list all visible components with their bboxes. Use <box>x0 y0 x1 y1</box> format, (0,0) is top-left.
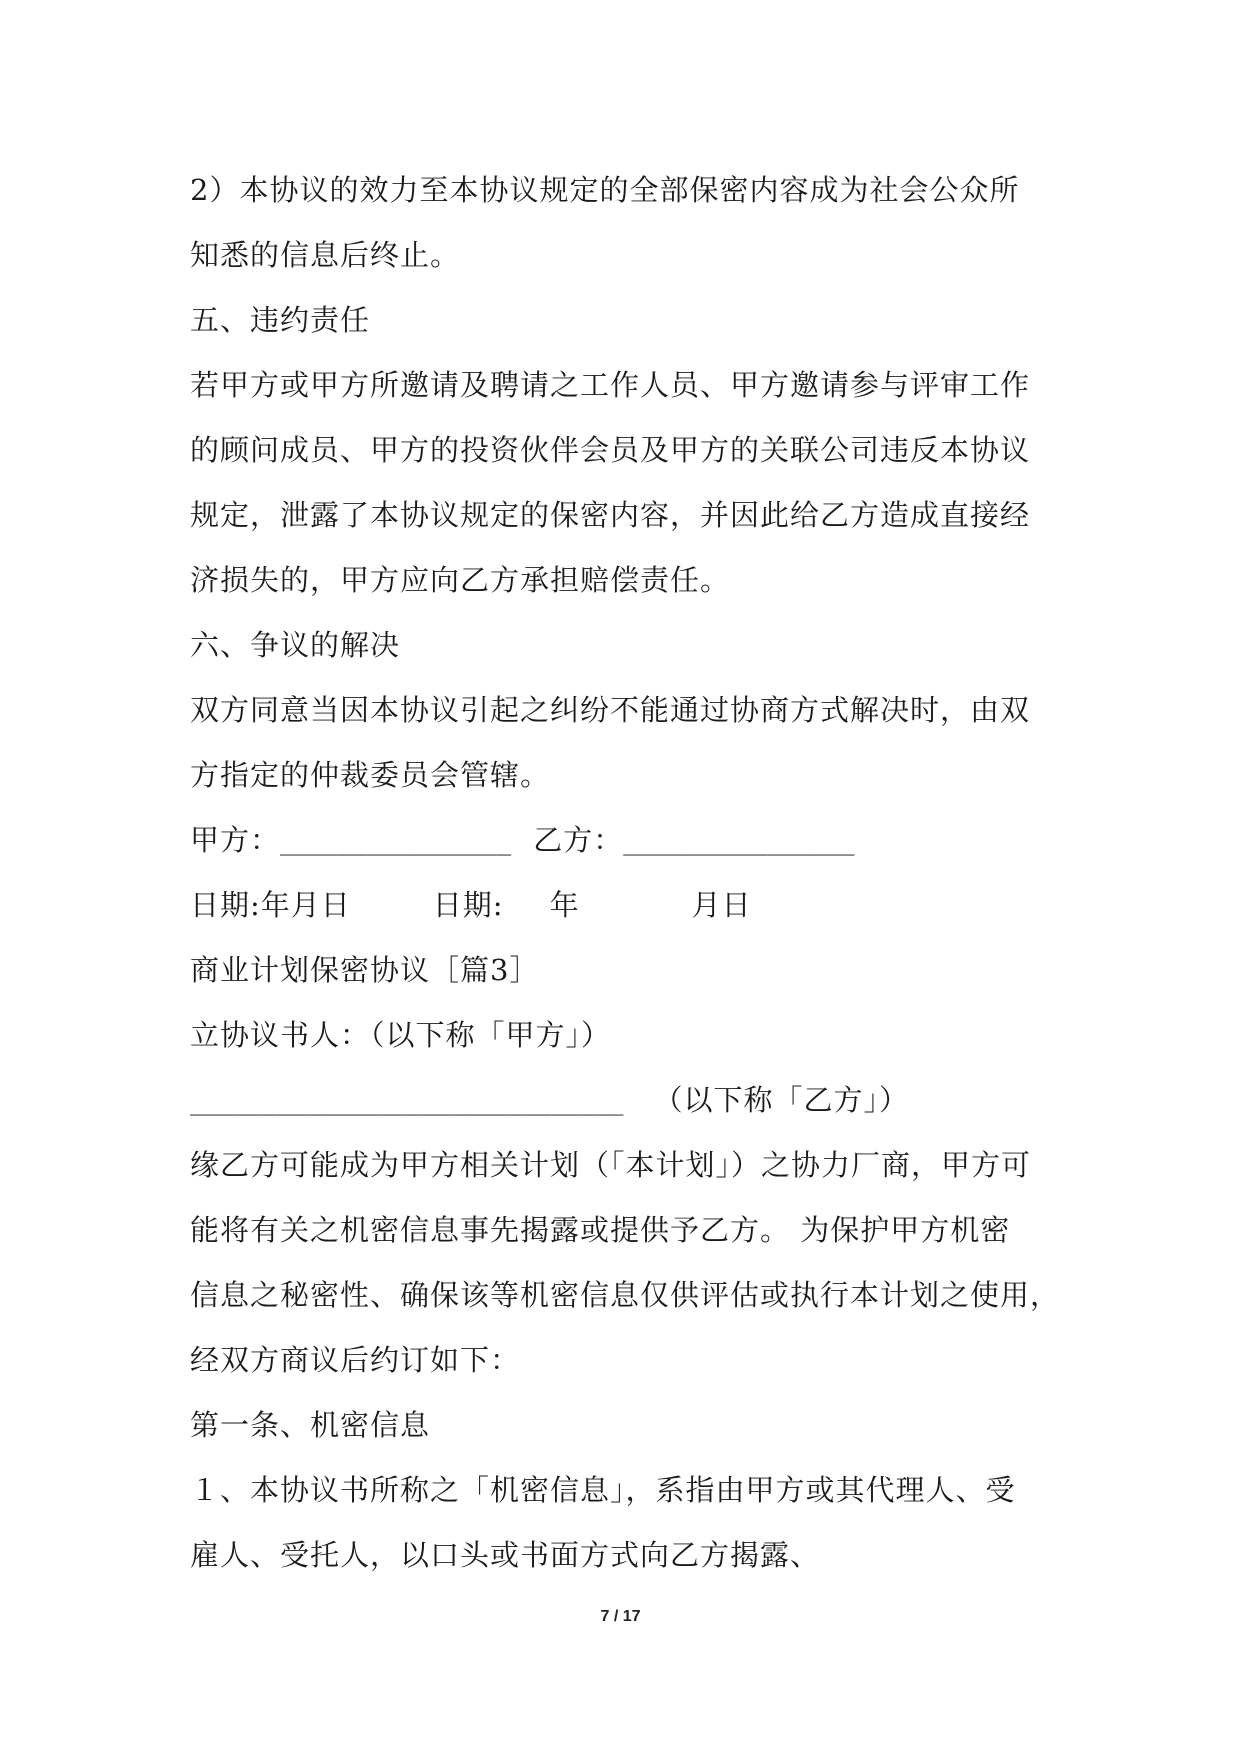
paragraph-line: 知悉的信息后终止。 <box>190 238 461 272</box>
paragraph-line: 缘乙方可能成为甲方相关计划（「本计划」）之协力厂商，甲方可 <box>190 1148 1032 1182</box>
page-number: 7 / 17 <box>600 1608 641 1625</box>
date-b-label: 日期: <box>432 888 504 922</box>
document-title: 商业计划保密协议［篇3］ <box>190 953 540 987</box>
signature-line <box>190 808 1070 873</box>
date-b-year: 年 <box>549 888 580 922</box>
paragraph-line: 方指定的仲裁委员会管辖。 <box>190 758 551 792</box>
section-heading: 六、争议的解决 <box>190 628 401 662</box>
paragraph-line: 2）本协议的效力至本协议规定的全部保密内容成为社会公众所 <box>190 173 1020 207</box>
party-b-line <box>190 1068 1070 1133</box>
section-heading: 五、违约责任 <box>190 303 371 337</box>
date-a: 日期:年月日 <box>190 888 351 922</box>
party-a-signature-blank: ________________ <box>280 828 512 856</box>
section-heading: 第一条、机密信息 <box>190 1408 431 1442</box>
document-body <box>190 158 1070 1588</box>
paragraph-line: 济损失的，甲方应向乙方承担赔偿责任。 <box>190 563 731 597</box>
paragraph-line: 双方同意当因本协议引起之纠纷不能通过协商方式解决时，由双 <box>190 693 1031 727</box>
party-b-name-blank: ______________________________ <box>190 1088 624 1116</box>
paragraph-line: 雇人、受托人，以口头或书面方式向乙方揭露、 <box>190 1538 821 1572</box>
party-b-signature-blank: ________________ <box>623 828 855 856</box>
paragraph-line: 若甲方或甲方所邀请及聘请之工作人员、甲方邀请参与评审工作 <box>190 368 1031 402</box>
party-b-designation: （以下称「乙方」） <box>653 1083 909 1117</box>
paragraph-line: 能将有关之机密信息事先揭露或提供予乙方。 为保护甲方机密 <box>190 1213 1011 1247</box>
paragraph-line: 信息之秘密性、确保该等机密信息仅供评估或执行本计划之使用， <box>190 1278 1061 1312</box>
paragraph-line: 立协议书人：（以下称「甲方」） <box>190 1018 612 1052</box>
party-a-label: 甲方： <box>190 823 281 857</box>
date-b-monthday: 月日 <box>691 888 752 922</box>
party-b-label: 乙方： <box>533 823 624 857</box>
paragraph-line: 经双方商议后约订如下： <box>190 1343 521 1377</box>
paragraph-line: 的顾问成员、甲方的投资伙伴会员及甲方的关联公司违反本协议 <box>190 433 1031 467</box>
paragraph-line: １、本协议书所称之「机密信息」，系指由甲方或其代理人、受 <box>190 1473 1016 1507</box>
paragraph-line: 规定，泄露了本协议规定的保密内容，并因此给乙方造成直接经 <box>190 498 1031 532</box>
date-line <box>190 873 1070 938</box>
